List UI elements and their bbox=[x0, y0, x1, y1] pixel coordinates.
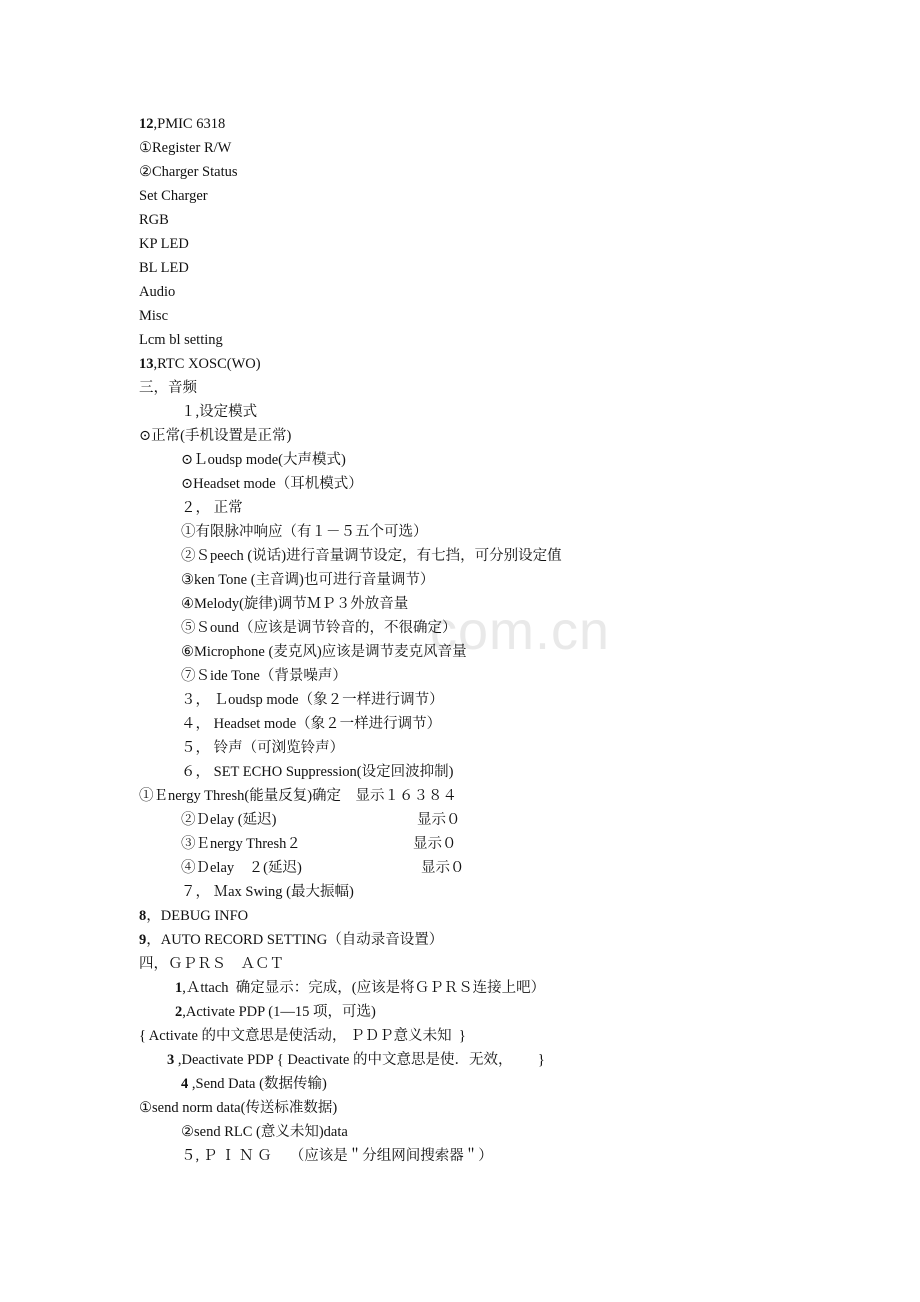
text-line: ④Melody(旋律)调节ＭＰ３外放音量 bbox=[181, 596, 409, 612]
heading-auto-record bbox=[139, 930, 443, 950]
value-text: 显示０ bbox=[413, 836, 457, 852]
item-text: ,Ａttach 确定显示：完成，(应该是将ＧＰＲＳ连接上吧） bbox=[182, 980, 546, 996]
text-line: ②send RLC (意义未知)data bbox=[181, 1124, 348, 1140]
item-number: 12 bbox=[139, 116, 154, 132]
item-text: ，DEBUG INFO bbox=[146, 908, 249, 924]
text-line: Audio bbox=[139, 284, 176, 300]
text-line: Set Charger bbox=[139, 188, 208, 204]
text-line: ①Register R/W bbox=[139, 140, 232, 156]
text-line bbox=[167, 1050, 545, 1070]
text-line: ①send norm data(传送标准数据) bbox=[139, 1100, 338, 1116]
text-line: ５， 铃声（可浏览铃声） bbox=[181, 740, 345, 756]
item-text: ，AUTO RECORD SETTING（自动录音设置） bbox=[146, 932, 444, 948]
item-text: ,Deactivate PDP { Deactivate 的中文意思是使．无效， } bbox=[174, 1052, 545, 1068]
text-line: ②Charger Status bbox=[139, 164, 238, 180]
text-line: ２， 正常 bbox=[181, 500, 243, 516]
item-number: 1 bbox=[175, 980, 183, 996]
text-line: KP LED bbox=[139, 236, 189, 252]
item-number: 3 bbox=[167, 1052, 175, 1068]
text-line: ６， SET ECHO Suppression(设定回波抑制) bbox=[181, 764, 454, 780]
text-line: Misc bbox=[139, 308, 168, 324]
item-text: ,Send Data (数据传输) bbox=[188, 1076, 327, 1092]
text-line: ②Ｓpeech (说话)进行音量调节设定，有七挡，可分别设定值 bbox=[181, 548, 562, 564]
item-number: 13 bbox=[139, 356, 154, 372]
text-line bbox=[175, 978, 545, 998]
heading-pmic bbox=[139, 114, 225, 134]
text-line: ③Ｅnergy Thresh２ bbox=[181, 836, 301, 852]
text-line: ④Ｄelay ２(延迟) bbox=[181, 860, 302, 876]
item-text: ,Activate PDP (1—15 项，可选) bbox=[182, 1004, 376, 1020]
section-heading-gprs: 四，ＧＰＲＳ ＡＣＴ bbox=[139, 956, 284, 972]
text-line: ４， Headset mode（象２一样进行调节） bbox=[181, 716, 442, 732]
text-line: ⑥Microphone (麦克风)应该是调节麦克风音量 bbox=[181, 644, 467, 660]
text-line: ⑦Ｓide Tone（背景噪声） bbox=[181, 668, 347, 684]
section-heading-audio: 三，音频 bbox=[139, 380, 197, 396]
item-number: 8 bbox=[139, 908, 147, 924]
text-line bbox=[175, 1002, 376, 1022]
text-line: ⊙正常(手机设置是正常) bbox=[139, 428, 292, 444]
heading-rtc bbox=[139, 354, 261, 374]
item-number: 4 bbox=[181, 1076, 189, 1092]
value-text: 显示０ bbox=[421, 860, 465, 876]
item-text: ,PMIC 6318 bbox=[153, 116, 226, 132]
text-line: ②Ｄelay (延迟) bbox=[181, 812, 277, 828]
item-text: ,RTC XOSC(WO) bbox=[153, 356, 261, 372]
text-line: １,设定模式 bbox=[181, 404, 258, 420]
text-line: ７， Ｍax Swing (最大振幅) bbox=[181, 884, 354, 900]
item-number: 2 bbox=[175, 1004, 183, 1020]
text-line: ⊙Ｌoudsp mode(大声模式) bbox=[181, 452, 346, 468]
item-number: 9 bbox=[139, 932, 147, 948]
text-line: ⊙Headset mode（耳机模式） bbox=[181, 476, 363, 492]
text-line: ５, Ｐ Ｉ Ｎ Ｇ （应该是＂分组网间搜索器＂） bbox=[181, 1148, 493, 1164]
text-line: { Activate 的中文意思是使活动， ＰＤＰ意义未知 } bbox=[139, 1028, 466, 1044]
text-line: ③ken Tone (主音调)也可进行音量调节） bbox=[181, 572, 435, 588]
watermark: com.cn bbox=[430, 601, 611, 661]
text-line: RGB bbox=[139, 212, 169, 228]
text-line: Lcm bl setting bbox=[139, 332, 223, 348]
text-line: BL LED bbox=[139, 260, 189, 276]
value-text: 显示０ bbox=[417, 812, 461, 828]
text-line: ①Ｅnergy Thresh(能量反复)确定 显示１６３８４ bbox=[139, 788, 458, 804]
text-line bbox=[181, 1074, 327, 1094]
text-line: ３， Ｌoudsp mode（象２一样进行调节） bbox=[181, 692, 444, 708]
text-line: ①有限脉冲响应（有１－５五个可选） bbox=[181, 524, 428, 540]
text-line: ⑤Ｓound（应该是调节铃音的，不很确定） bbox=[181, 620, 457, 636]
heading-debug-info bbox=[139, 906, 248, 926]
